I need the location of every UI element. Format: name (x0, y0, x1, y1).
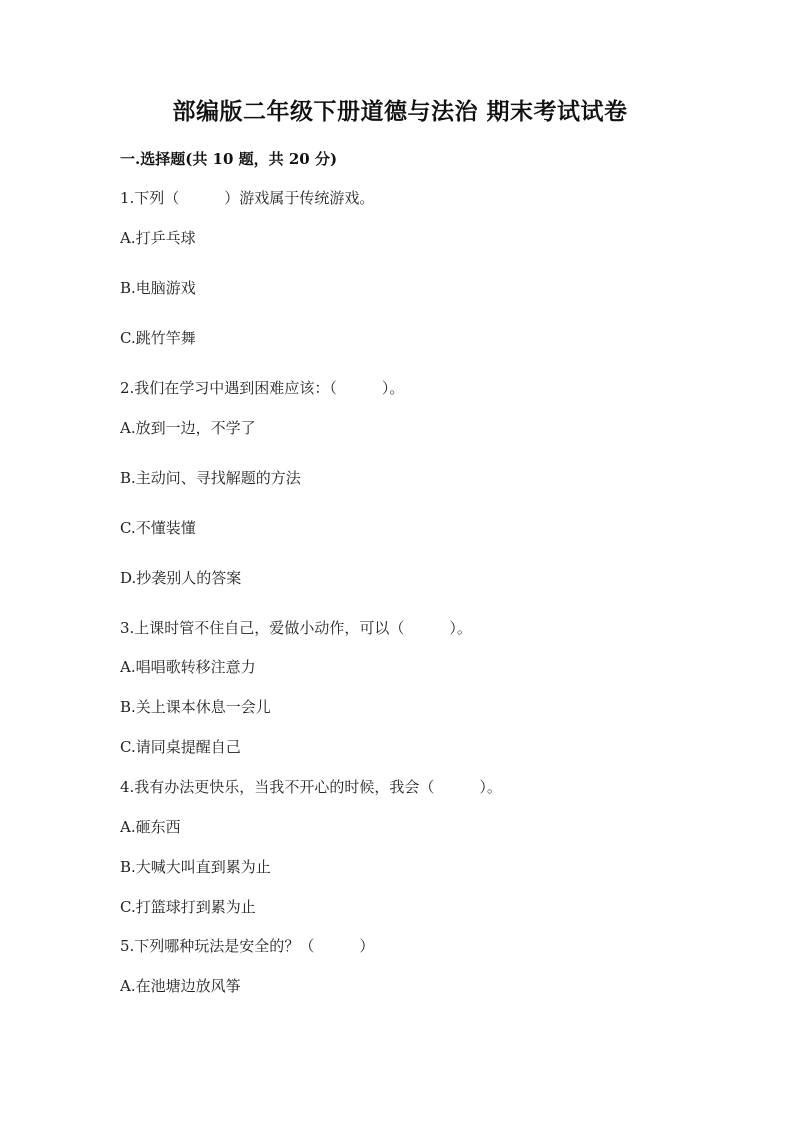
question-1-stem: 1.下列（ ）游戏属于传统游戏。 (120, 189, 375, 207)
exam-title: 部编版二年级下册道德与法治 期末考试试卷 (172, 98, 628, 125)
question-1-option-c: C.跳竹竿舞 (120, 329, 196, 347)
question-5-option-a: A.在池塘边放风筝 (120, 977, 241, 995)
question-2-option-a: A.放到一边，不学了 (120, 419, 256, 437)
question-4-option-b: B.大喊大叫直到累为止 (120, 858, 271, 876)
section-heading: 一.选择题(共 10 题，共 20 分) (120, 150, 338, 168)
question-2-option-b: B.主动问、寻找解题的方法 (120, 469, 301, 487)
question-4-option-c: C.打篮球打到累为止 (120, 898, 256, 916)
question-1-option-b: B.电脑游戏 (120, 279, 196, 297)
question-1-option-a: A.打乒乓球 (120, 229, 196, 247)
question-4-stem: 4.我有办法更快乐，当我不开心的时候，我会（ ）。 (120, 778, 502, 796)
question-2-option-d: D.抄袭别人的答案 (120, 569, 242, 587)
question-2-stem: 2.我们在学习中遇到困难应该：（ ）。 (120, 379, 405, 397)
question-4-option-a: A.砸东西 (120, 818, 181, 836)
question-3-option-b: B.关上课本休息一会儿 (120, 698, 271, 716)
question-3-option-a: A.唱唱歌转移注意力 (120, 658, 256, 676)
question-5-stem: 5.下列哪种玩法是安全的？（ ） (120, 937, 375, 955)
question-3-stem: 3.上课时管不住自己，爱做小动作，可以（ ）。 (120, 619, 472, 637)
question-2-option-c: C.不懂装懂 (120, 519, 196, 537)
question-3-option-c: C.请同桌提醒自己 (120, 738, 241, 756)
